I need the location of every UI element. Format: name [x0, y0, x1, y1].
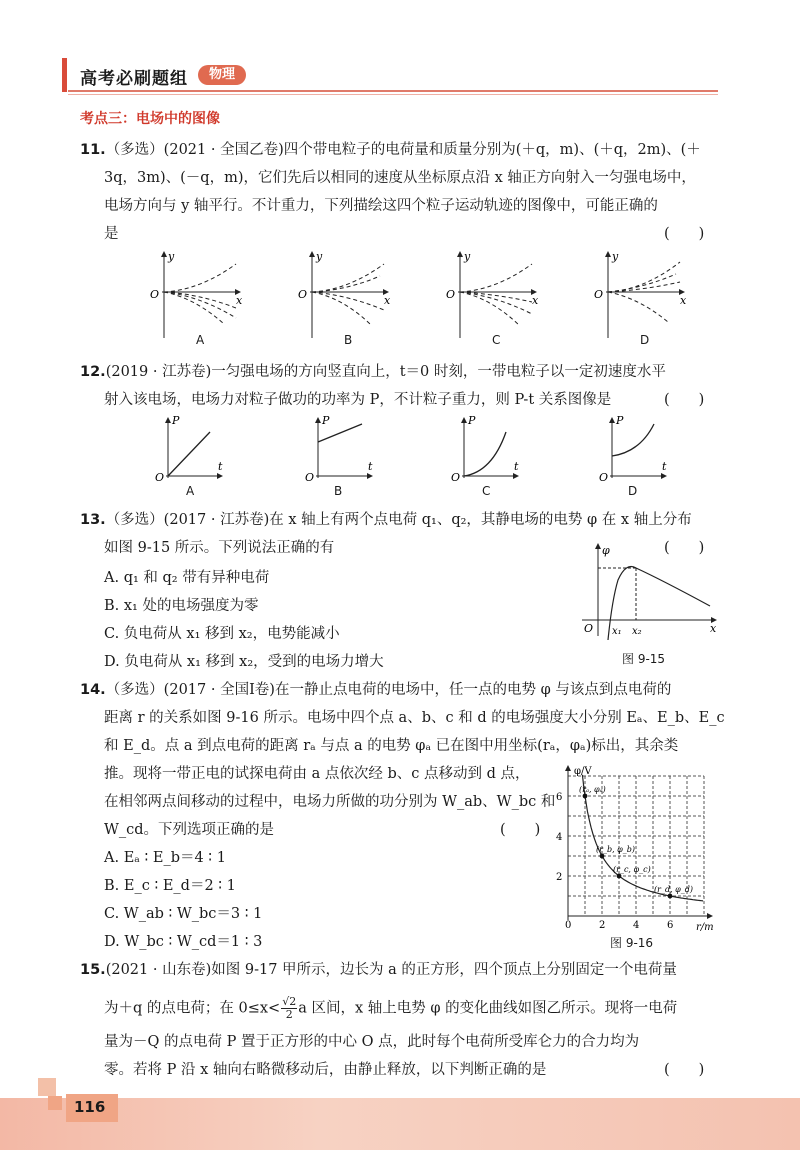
q11-line-2: 3q，3m)、(－q，m)，它们先后以相同的速度从坐标原点沿 x 轴正方向射入一匀强电场中， — [104, 170, 696, 186]
q12-b-origin: O — [305, 471, 315, 484]
fig916-point-label: (r_c, φ_c) — [613, 865, 651, 874]
q12-d-y-label: P — [616, 414, 624, 427]
q14-line-2: 距离 r 的关系如图 9-16 所示。电场中四个点 a、b、c 和 d 的电场强度大小分别 Eₐ、E_b、E_c — [104, 710, 725, 726]
q11-label-d: D — [640, 333, 650, 347]
q13-answer-paren: ( ) — [664, 540, 705, 556]
q13-line-1: 13.（多选）(2017 · 江苏卷)在 x 轴上有两个点电荷 q₁、q₂，其静电场的电势 φ 在 x 轴上分布 — [80, 512, 692, 528]
q14-line-6: W_cd。下列选项正确的是 — [104, 822, 275, 838]
q11-graphs — [140, 246, 740, 346]
q12-c-origin: O — [451, 471, 461, 484]
fig916-point — [583, 794, 588, 799]
q13-option-b: B. x₁ 处的电场强度为零 — [104, 598, 259, 614]
q13-number: 13. — [80, 512, 106, 528]
q13-option-d: D. 负电荷从 x₁ 移到 x₂，受到的电场力增大 — [104, 654, 384, 670]
q11-answer-paren: ( ) — [664, 226, 705, 242]
fig-9-15 — [572, 540, 722, 640]
q12-graph-d — [599, 414, 667, 484]
fig916-ytick-label: 6 — [556, 792, 563, 803]
q12-label-c: C — [482, 484, 491, 498]
q15-fraction: $\frac{√2}{2}$ — [282, 995, 297, 1021]
q12-graphs — [150, 412, 710, 484]
header-accent-bar — [62, 58, 67, 92]
fig916-point-label: (r_b, φ_b) — [596, 845, 635, 854]
fig915-y-label: φ — [602, 544, 610, 557]
footer-band — [0, 1098, 800, 1150]
fig916-point — [617, 874, 622, 879]
q14-line-1: 14.（多选）(2017 · 全国Ⅰ卷)在一静止点电荷的电场中，任一点的电势 φ 与该点到点电荷的 — [80, 682, 672, 698]
fig915-x-label: x — [710, 622, 717, 635]
fig916-ticks — [556, 792, 673, 931]
q14-line-5: 在相邻两点间移动的过程中，电场力所做的功分别为 W_ab、W_bc 和 — [104, 794, 556, 810]
q15-line-4: 零。若将 P 沿 x 轴向右略微移动后，由静止释放，以下判断正确的是 — [104, 1062, 547, 1078]
q11-graph-a — [150, 250, 243, 338]
q11-b-y-label: y — [316, 250, 323, 263]
fig-9-15-caption: 图 9-15 — [622, 652, 666, 666]
header-rule — [68, 90, 718, 92]
header-title: 高考必刷题组 — [80, 69, 188, 89]
q12-d-x-label: t — [662, 460, 667, 473]
q12-a-origin: O — [155, 471, 165, 484]
q12-graph-a — [155, 414, 223, 484]
q12-label-a: A — [186, 484, 195, 498]
fig916-point — [600, 854, 605, 859]
fig916-point-label: (rₐ, φₐ) — [579, 785, 606, 794]
q12-a-y-label: P — [172, 414, 180, 427]
q14-answer-paren: ( ) — [500, 822, 541, 838]
footer-deco-square-small — [48, 1096, 62, 1110]
q11-d-y-label: y — [612, 250, 619, 263]
q12-graph-c — [451, 414, 519, 484]
footer-deco-square — [38, 1078, 56, 1096]
q14-option-c: C. W_ab ∶ W_bc＝3 ∶ 1 — [104, 906, 263, 922]
q11-b-origin: O — [298, 288, 308, 301]
q12-c-y-label: P — [468, 414, 476, 427]
q13-option-c: C. 负电荷从 x₁ 移到 x₂，电势能减小 — [104, 626, 340, 642]
q11-line-1: 11.（多选）(2021 · 全国乙卷)四个带电粒子的电荷量和质量分别为(＋q，m)、(＋q，2m)、(＋ — [80, 142, 701, 158]
fig916-x-label: r/m — [696, 922, 714, 933]
q13-option-a: A. q₁ 和 q₂ 带有异种电荷 — [104, 570, 270, 586]
q11-label-a: A — [196, 333, 205, 347]
q11-a-y-label: y — [168, 250, 175, 263]
q12-label-b: B — [334, 484, 343, 498]
q12-c-x-label: t — [514, 460, 519, 473]
fig916-xtick-label: 2 — [599, 920, 606, 931]
fig916-point — [668, 894, 673, 899]
q15-line-3: 量为－Q 的点电荷 P 置于正方形的中心 O 点，此时每个电荷所受库仑力的合力均为 — [104, 1034, 640, 1050]
q11-label-b: B — [344, 333, 353, 347]
q11-a-x-label: x — [236, 294, 243, 307]
q14-option-b: B. E_c ∶ E_d＝2 ∶ 1 — [104, 878, 236, 894]
q15-line-1: 15.(2021 · 山东卷)如图 9-17 甲所示，边长为 a 的正方形，四个顶点上分别固定一个电荷量 — [80, 962, 677, 978]
q11-graph-d — [594, 250, 687, 338]
fig916-xtick-label: 0 — [565, 920, 572, 931]
q14-line-4: 推。现将一带正电的试探电荷由 a 点依次经 b、c 点移动到 d 点， — [104, 766, 530, 782]
fig916-xtick-label: 4 — [633, 920, 640, 931]
q14-line-3: 和 E_d。点 a 到点电荷的距离 rₐ 与点 a 的电势 φₐ 已在图中用坐标(rₐ，φₐ)标出，其余类 — [104, 738, 679, 754]
q11-graph-c — [446, 250, 539, 338]
q12-a-x-label: t — [218, 460, 223, 473]
q12-line-2: 射入该电场，电场力对粒子做功的功率为 P，不计粒子重力，则 P-t 关系图像是 — [104, 392, 612, 408]
fig915-origin: O — [584, 622, 594, 635]
q11-c-origin: O — [446, 288, 456, 301]
q15-answer-paren: ( ) — [664, 1062, 705, 1078]
fig-9-16-caption: 图 9-16 — [610, 936, 654, 950]
q14-option-a: A. Eₐ ∶ E_b＝4 ∶ 1 — [104, 850, 226, 866]
fig-9-16 — [554, 762, 724, 934]
q13-line-2: 如图 9-15 所示。下列说法正确的有 — [104, 540, 335, 556]
fig916-y-label: φ/V — [574, 766, 592, 777]
page-number: 116 — [74, 1098, 106, 1116]
q12-d-origin: O — [599, 471, 609, 484]
q11-label-c: C — [492, 333, 501, 347]
fig915-x1: x₁ — [612, 626, 622, 637]
section-title: 考点三：电场中的图像 — [80, 111, 220, 127]
fig916-xtick-label: 6 — [667, 920, 674, 931]
fig916-ytick-label: 4 — [556, 832, 563, 843]
q12-b-y-label: P — [322, 414, 330, 427]
q12-number: 12. — [80, 364, 106, 380]
q12-label-d: D — [628, 484, 638, 498]
q12-graph-b — [305, 414, 373, 484]
q11-number: 11. — [80, 142, 106, 158]
q12-b-x-label: t — [368, 460, 373, 473]
q11-line-4: 是 — [104, 226, 119, 242]
q14-number: 14. — [80, 682, 106, 698]
header-rule-thin — [68, 94, 718, 95]
q15-number: 15. — [80, 962, 106, 978]
fig916-point-label: (r_d, φ_d) — [654, 885, 693, 894]
fig916-grid — [568, 776, 704, 916]
q11-d-x-label: x — [680, 294, 687, 307]
fig915-x2: x₂ — [632, 626, 642, 637]
q15-line-2: 为＋q 的点电荷；在 0≤x< $\frac{√2}{2}$ a 区间，x 轴上电势 φ 的变化曲线如图乙所示。现将一电荷 — [104, 995, 678, 1021]
q12-answer-paren: ( ) — [664, 392, 705, 408]
fig916-ytick-label: 2 — [556, 872, 563, 883]
q11-b-x-label: x — [384, 294, 391, 307]
q11-a-origin: O — [150, 288, 160, 301]
q12-line-1: 12.(2019 · 江苏卷)一匀强电场的方向竖直向上，t＝0 时刻，一带电粒子以一定初速度水平 — [80, 364, 666, 380]
subject-badge: 物理 — [198, 65, 246, 85]
q11-c-x-label: x — [532, 294, 539, 307]
q11-graph-b — [298, 250, 391, 338]
q11-d-origin: O — [594, 288, 604, 301]
q14-option-d: D. W_bc ∶ W_cd＝1 ∶ 3 — [104, 934, 263, 950]
q11-line-3: 电场方向与 y 轴平行。不计重力，下列描绘这四个粒子运动轨迹的图像中，可能正确的 — [104, 198, 658, 214]
q11-c-y-label: y — [464, 250, 471, 263]
